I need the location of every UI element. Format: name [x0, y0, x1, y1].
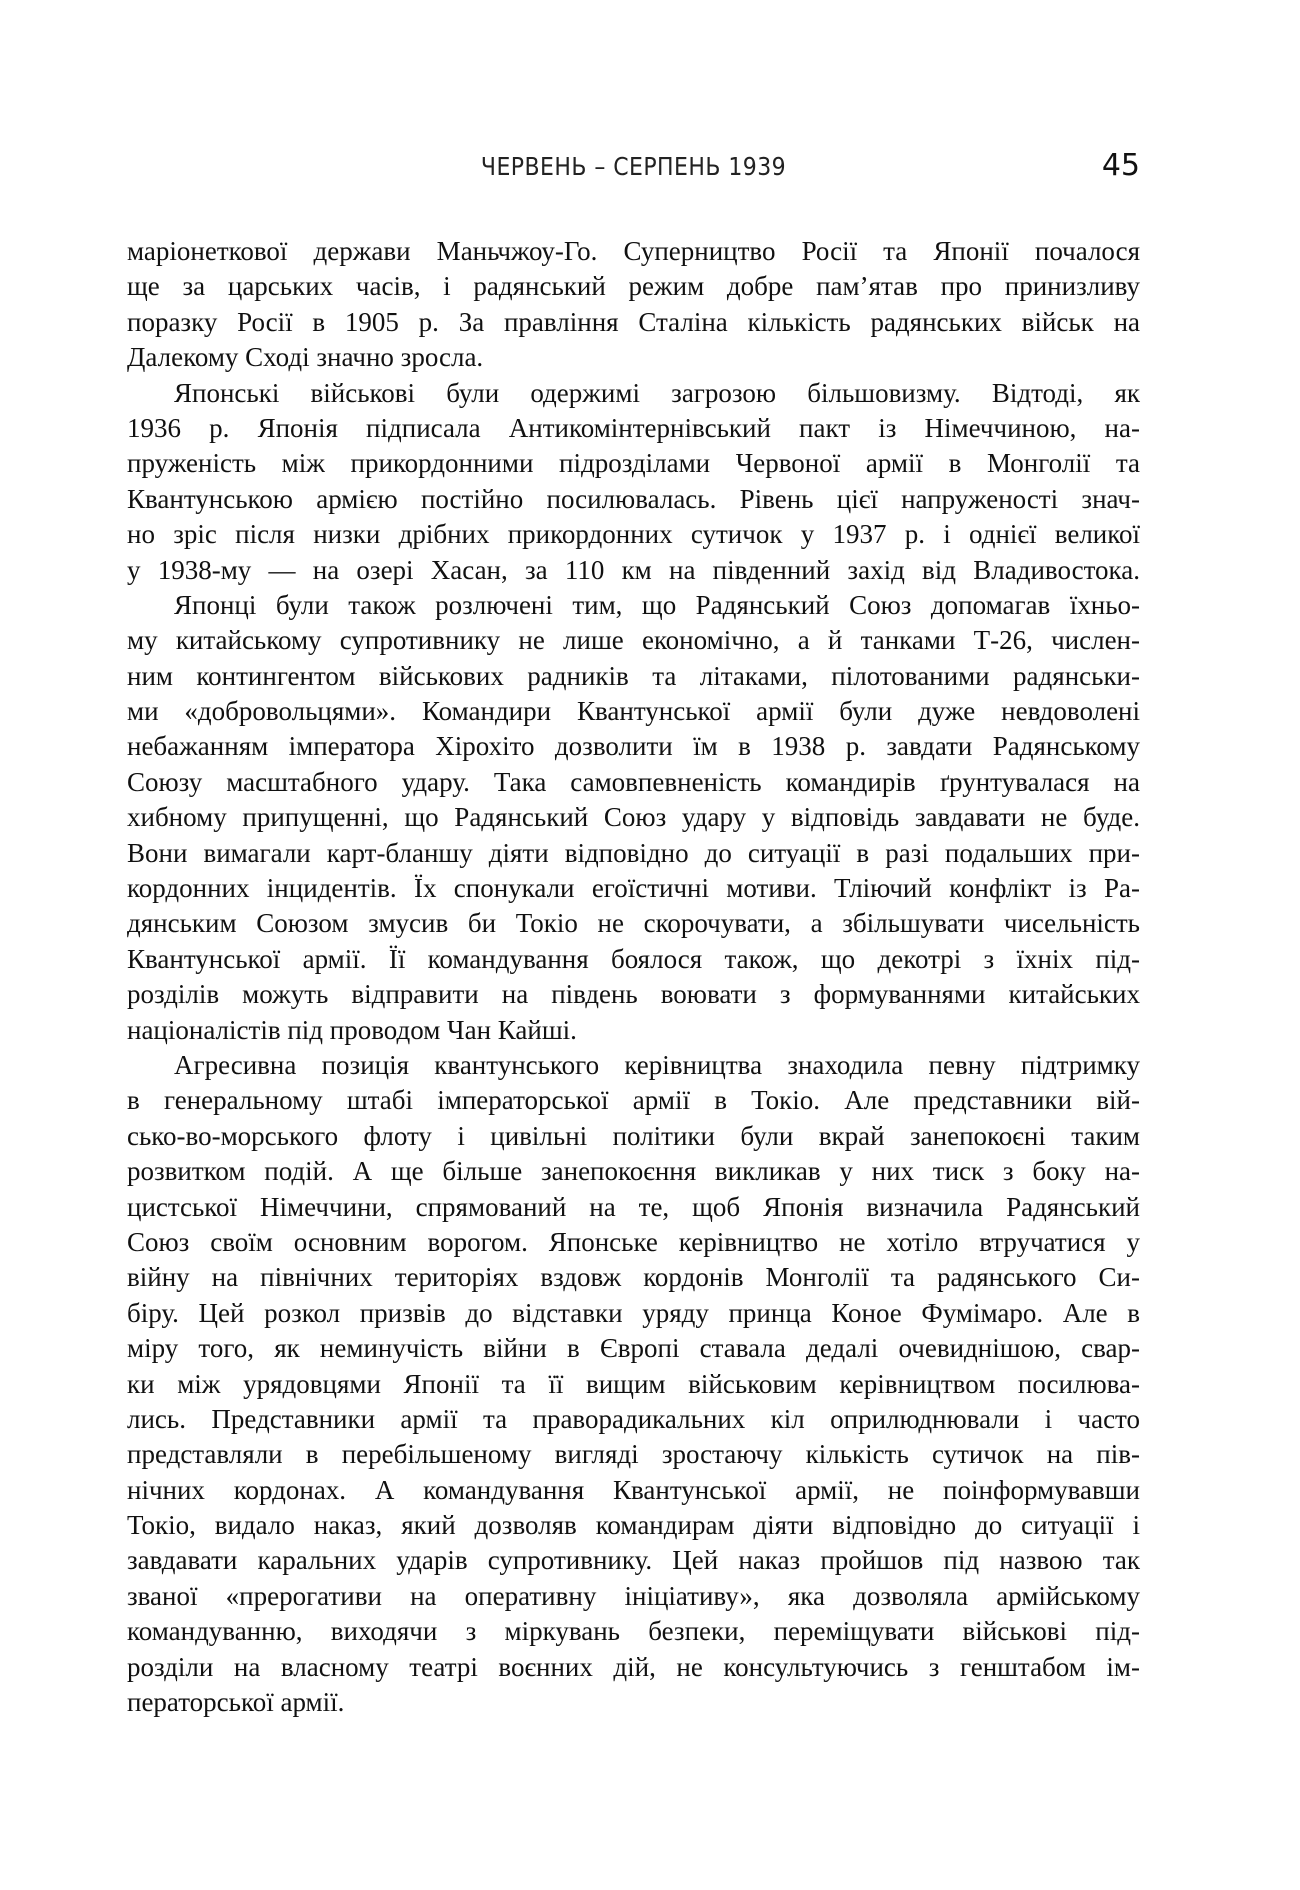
- text-line: Вони вимагали карт-бланшу діяти відповідно до ситуації в разі подальших при-: [127, 837, 1140, 868]
- text-line: Токіо, видало наказ, який дозволяв командирам діяти відповідно до ситуації і: [127, 1510, 1140, 1541]
- text-line: розділів можуть відправити на південь воювати з формуваннями китайських: [127, 979, 1140, 1010]
- text-line: ним контингентом військових радників та літаками, пілотованими радянськи-: [127, 660, 1140, 691]
- text-line: розділи на власному театрі воєнних дій, не консультуючись з генштабом ім-: [127, 1651, 1140, 1682]
- text-line: розвитком подій. А ще більше занепокоєння викликав у них тиск з боку на-: [127, 1156, 1140, 1187]
- paragraph-1: [127, 234, 1140, 376]
- page-number: 45: [1101, 148, 1140, 183]
- text-line: Союзу масштабного удару. Така самовпевненість командирів ґрунтувалася на: [127, 766, 1140, 797]
- text-line: у 1938-му — на озері Хасан, за 110 км на південний захід від Владивостока.: [127, 554, 1140, 585]
- text-line: ки між урядовцями Японії та її вищим військовим керівництвом посилюва-: [127, 1368, 1140, 1399]
- text-line: кордонних інцидентів. Їх спонукали егоїстичні мотиви. Тліючий конфлікт із Ра-: [127, 873, 1140, 904]
- text-line: званої «прерогативи на оперативну ініціативу», яка дозволяла армійському: [127, 1580, 1140, 1611]
- running-header: [127, 150, 1140, 186]
- text-line: Японці були також розлючені тим, що Радянський Союз допомагав їхньо-: [174, 589, 1140, 620]
- text-line: міру того, як неминучість війни в Європі ставала дедалі очевиднішою, свар-: [127, 1333, 1140, 1364]
- text-line: Агресивна позиція квантунського керівництва знаходила певну підтримку: [174, 1049, 1140, 1080]
- text-line: небажанням імператора Хірохіто дозволити їм в 1938 р. завдати Радянському: [127, 731, 1140, 762]
- running-title: ЧЕРВЕНЬ – СЕРПЕНЬ 1939: [480, 152, 787, 181]
- text-line: Квантунською армією постійно посилювалась. Рівень цієї напруженості знач-: [127, 483, 1140, 514]
- text-line: біру. Цей розкол призвів до відставки уряду принца Коное Фумімаро. Але в: [127, 1297, 1140, 1328]
- paragraph-2: [127, 376, 1140, 588]
- text-line: дянським Союзом змусив би Токіо не скорочувати, а збільшувати чисельність: [127, 908, 1140, 939]
- text-line: хибному припущенні, що Радянський Союз удару у відповідь завдавати не буде.: [127, 802, 1140, 833]
- text-line: Квантунської армії. Її командування боялося також, що декотрі з їхніх під-: [127, 943, 1140, 974]
- text-line: націоналістів під проводом Чан Кайші.: [127, 1014, 577, 1045]
- text-line: завдавати каральних ударів супротивнику. Цей наказ пройшов під назвою так: [127, 1545, 1140, 1576]
- text-line: Далекому Сході значно зросла.: [127, 342, 484, 373]
- text-line: в генеральному штабі імператорської армії в Токіо. Але представники вій-: [127, 1085, 1140, 1116]
- text-line: нічних кордонах. А командування Квантунської армії, не поінформувавши: [127, 1474, 1140, 1505]
- paragraph-3: [127, 588, 1140, 1048]
- text-line: цистської Німеччини, спрямований на те, щоб Японія визначила Радянський: [127, 1191, 1140, 1222]
- text-line: командуванню, виходячи з міркувань безпеки, переміщувати військові під-: [127, 1616, 1140, 1647]
- text-line: 1936 р. Японія підписала Антикомінтернівський пакт із Німеччиною, на-: [127, 412, 1140, 443]
- text-line: маріонеткової держави Маньчжоу-Го. Суперництво Росії та Японії почалося: [127, 236, 1140, 266]
- text-line: лись. Представники армії та праворадикальних кіл оприлюднювали і часто: [127, 1403, 1140, 1434]
- text-line: поразку Росії в 1905 р. За правління Сталіна кількість радянських військ на: [127, 306, 1140, 337]
- text-line: му китайському супротивнику не лише економічно, а й танками Т-26, числен-: [127, 625, 1140, 656]
- text-line: ми «добровольцями». Командири Квантунської армії були дуже невдоволені: [127, 696, 1140, 727]
- body-text: [127, 234, 1140, 1720]
- text-line: війну на північних територіях вздовж кордонів Монголії та радянського Си-: [127, 1262, 1140, 1293]
- text-line: сько-во-морського флоту і цивільні політики були вкрай занепокоєні таким: [127, 1120, 1140, 1151]
- paragraph-4: [127, 1048, 1140, 1720]
- text-line: представляли в перебільшеному вигляді зростаючу кількість сутичок на пів-: [127, 1439, 1140, 1470]
- text-line: пруженість між прикордонними підрозділами Червоної армії в Монголії та: [127, 448, 1140, 479]
- text-line: но зріс після низки дрібних прикордонних сутичок у 1937 р. і однієї великої: [127, 519, 1140, 550]
- text-line: Союз своїм основним ворогом. Японське керівництво не хотіло втручатися у: [127, 1226, 1140, 1257]
- text-line: Японські військові були одержимі загрозою більшовизму. Відтоді, як: [174, 377, 1140, 408]
- text-line: ператорської армії.: [127, 1687, 345, 1718]
- text-line: ще за царських часів, і радянський режим добре пам’ятав про принизливу: [127, 271, 1140, 302]
